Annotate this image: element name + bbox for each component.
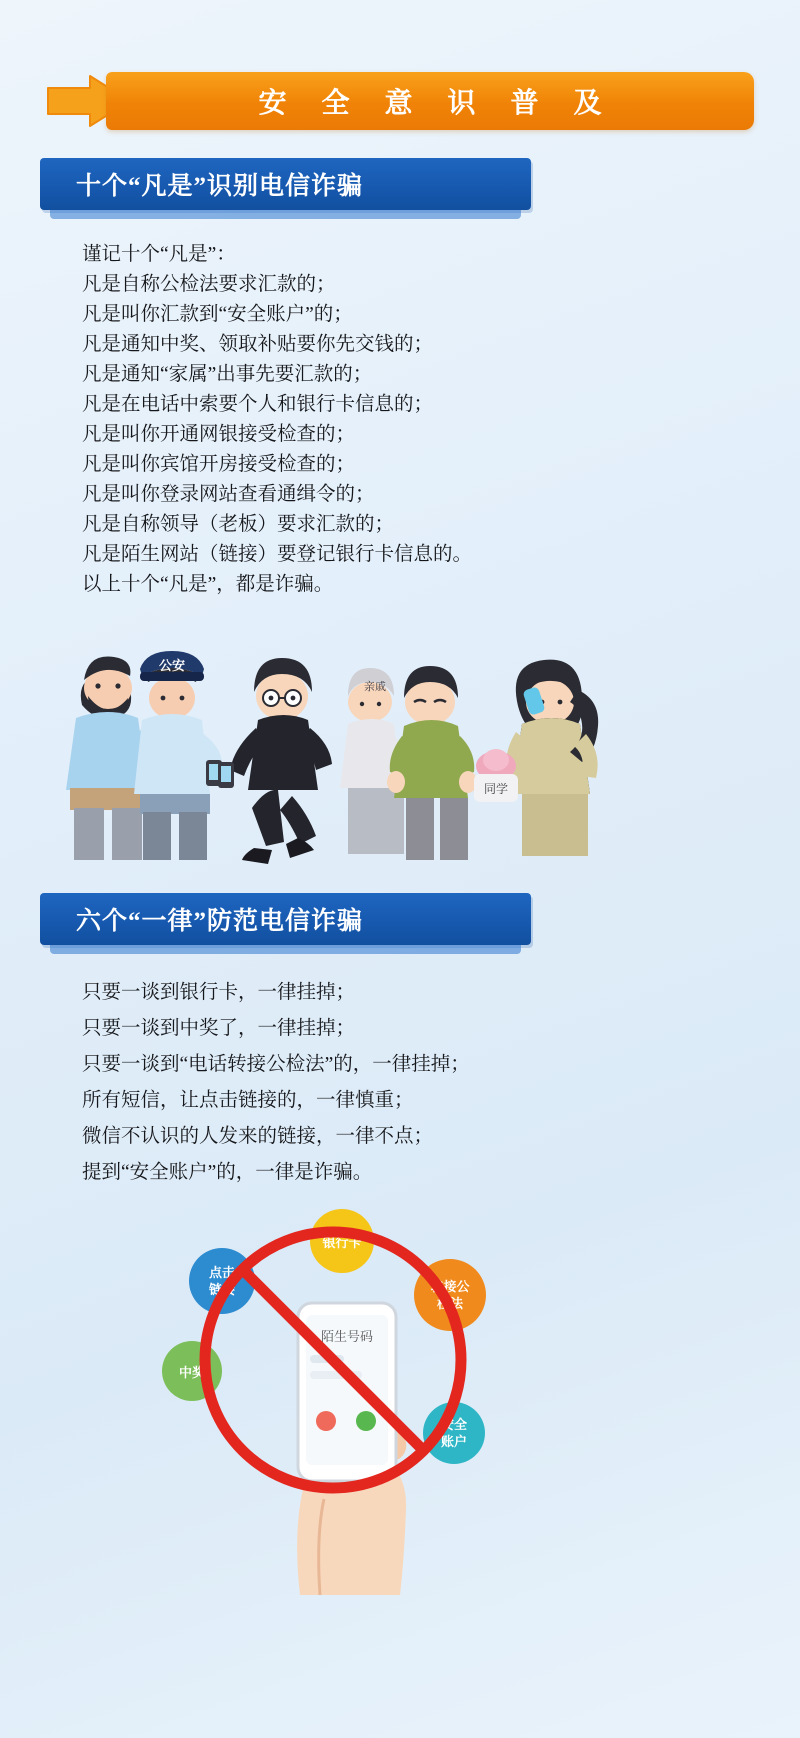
section-header-shadow — [50, 945, 521, 954]
list-item: 凡是陌生网站（链接）要登记银行卡信息的。 — [82, 544, 473, 565]
classmate-label: 同学 — [483, 782, 509, 796]
banner-bar — [106, 72, 754, 130]
list-item: 凡是通知“家属”出事先要汇款的； — [82, 364, 373, 385]
list-item: 凡是叫你登录网站查看通缉令的； — [82, 484, 375, 505]
svg-text:安全: 安全 — [440, 1417, 468, 1432]
section1-text-block — [82, 240, 472, 600]
figure-child-hat — [474, 749, 518, 802]
list-item: 只要一谈到中奖了，一律挂掉； — [82, 1018, 356, 1039]
decline-call-button — [316, 1411, 336, 1431]
list-item: 只要一谈到“电话转接公检法”的，一律挂掉； — [82, 1054, 470, 1075]
list-item: 凡是叫你汇款到“安全账户”的； — [82, 304, 353, 325]
list-item: 凡是自称领导（老板）要求汇款的； — [82, 514, 395, 535]
svg-text:账户: 账户 — [440, 1434, 468, 1449]
list-item: 只要一谈到银行卡，一律挂掉； — [82, 982, 356, 1003]
figure-young-man-glasses — [216, 658, 332, 864]
section2-heading: 六个“一律”防范电信诈骗 — [76, 908, 364, 935]
list-item: 凡是在电话中索要个人和银行卡信息的； — [82, 394, 434, 415]
list-item: 凡是通知中奖、领取补贴要你先交钱的； — [82, 334, 434, 355]
svg-text:链接: 链接 — [208, 1282, 236, 1297]
section-header-shadow — [50, 210, 521, 219]
list-item: 所有短信，让点击链接的，一律慎重； — [82, 1090, 414, 1111]
accept-call-button — [356, 1411, 376, 1431]
list-item: 提到“安全账户”的，一律是诈骗。 — [82, 1162, 373, 1183]
svg-text:银行卡: 银行卡 — [322, 1235, 362, 1250]
police-cap-label: 公安 — [158, 658, 186, 673]
svg-text:转接公: 转接公 — [430, 1279, 470, 1294]
svg-text:点击: 点击 — [208, 1265, 236, 1280]
banner — [46, 72, 754, 130]
section2-text-block — [82, 975, 470, 1191]
section-header-six-yilv — [40, 893, 531, 945]
svg-text:检法: 检法 — [436, 1296, 464, 1311]
svg-text:中奖: 中奖 — [178, 1365, 206, 1380]
list-item: 以上十个“凡是”，都是诈骗。 — [82, 574, 334, 595]
list-item: 微信不认识的人发来的链接，一律不点； — [82, 1126, 434, 1147]
phone-caller-label: 陌生号码 — [320, 1329, 374, 1344]
banner-title: 安 全 意 识 普 及 — [258, 88, 616, 119]
phone-prohibition-illustration — [150, 1195, 570, 1595]
list-item: 凡是叫你开通网银接受检查的； — [82, 424, 356, 445]
list-item: 凡是叫你宾馆开房接受检查的； — [82, 454, 356, 475]
people-scene-illustration — [30, 610, 630, 875]
relative-label: 亲戚 — [364, 681, 386, 693]
section-header-ten-fanshi — [40, 158, 531, 210]
section1-heading: 十个“凡是”识别电信诈骗 — [76, 173, 364, 200]
list-item: 凡是自称公检法要求汇款的； — [82, 274, 336, 295]
figure-police-officer — [134, 651, 222, 860]
smartphone — [298, 1303, 396, 1481]
list-item: 谨记十个“凡是”： — [82, 244, 236, 265]
